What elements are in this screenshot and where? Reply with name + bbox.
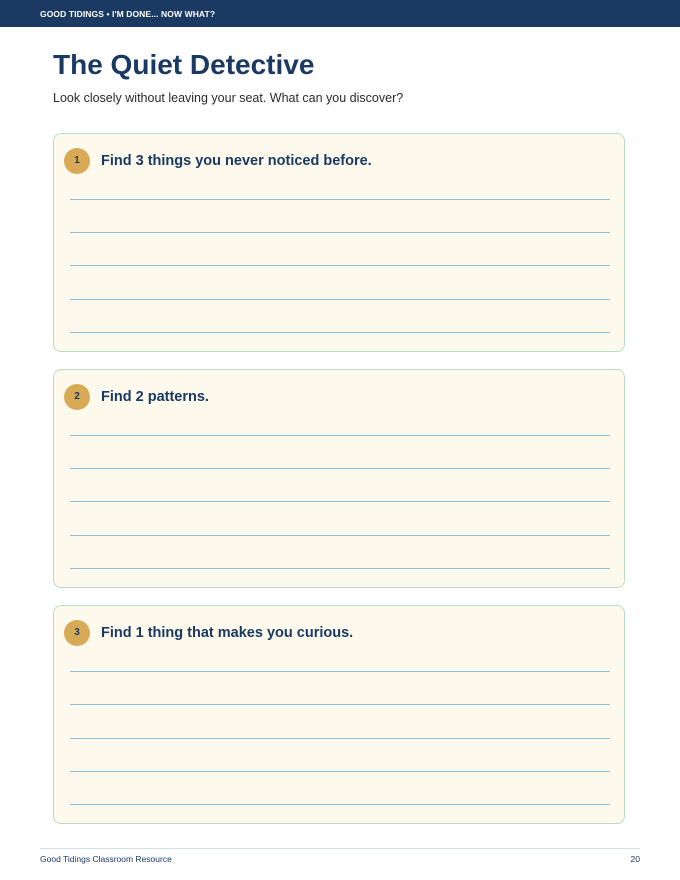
task-card-3	[53, 605, 625, 824]
footer-divider	[40, 848, 640, 849]
writing-line[interactable]	[70, 468, 610, 469]
task-number-badge: 2	[64, 384, 90, 410]
page-number: 20	[630, 854, 640, 864]
writing-line[interactable]	[70, 299, 610, 300]
task-number-badge: 1	[64, 148, 90, 174]
task-card-2	[53, 369, 625, 588]
writing-line[interactable]	[70, 804, 610, 805]
writing-line[interactable]	[70, 704, 610, 705]
writing-line[interactable]	[70, 265, 610, 266]
writing-line[interactable]	[70, 738, 610, 739]
task-card-1	[53, 133, 625, 352]
task-prompt: Find 1 thing that makes you curious.	[101, 625, 354, 641]
writing-line[interactable]	[70, 435, 610, 436]
task-prompt: Find 2 patterns.	[101, 389, 209, 405]
writing-line[interactable]	[70, 535, 610, 536]
writing-line[interactable]	[70, 199, 610, 200]
writing-line[interactable]	[70, 332, 610, 333]
top-banner	[0, 0, 680, 27]
task-number-badge: 3	[64, 620, 90, 646]
banner-text: GOOD TIDINGS • I'M DONE... NOW WHAT?	[40, 9, 216, 19]
writing-line[interactable]	[70, 568, 610, 569]
writing-line[interactable]	[70, 501, 610, 502]
footer-resource-label: Good Tidings Classroom Resource	[40, 854, 172, 864]
page-subtitle: Look closely without leaving your seat. What can you discover?	[53, 91, 404, 105]
writing-line[interactable]	[70, 232, 610, 233]
page-title: The Quiet Detective	[53, 49, 315, 80]
writing-line[interactable]	[70, 671, 610, 672]
task-prompt: Find 3 things you never noticed before.	[101, 153, 372, 169]
writing-line[interactable]	[70, 771, 610, 772]
